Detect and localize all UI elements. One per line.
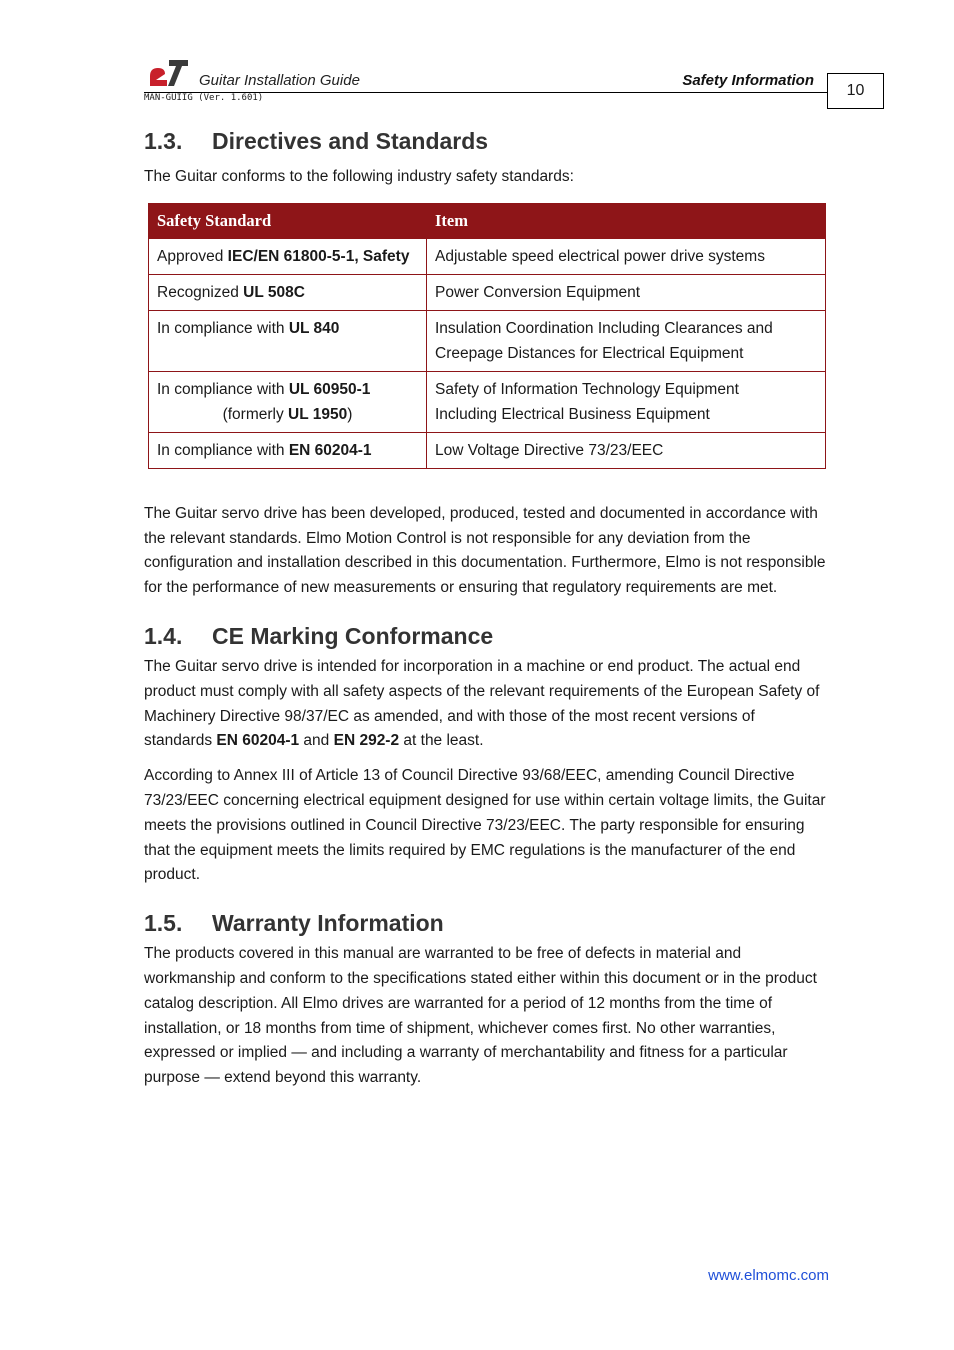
ce-paragraph-2: According to Annex III of Article 13 of Council Directive 93/68/EEC, amending Council Directive 73/23/EEC concerning electrical equipment designed for use within certain voltage limits, the Guitar meets the provisions outlined in Council Directive 73/23/EEC. The party responsible for ensuring that the equipment meets the limits required by EMC regulations is the manufacturer of the end product. [144, 767, 826, 884]
heading-warranty [144, 910, 827, 937]
table-header-item: Item [427, 203, 826, 238]
standard-prefix: In compliance with [157, 380, 289, 398]
item-text: Insulation Coordination Including Clearances and [435, 319, 773, 337]
safety-standards-table [148, 203, 826, 469]
ce-text: The Guitar servo drive is intended for incorporation in a machine or end product. The actual end product must comply with all safety aspects of the relevant requirements of the European Safety of Machinery Directive 98/37/EC as amended, and with those of the most recent versions of standards [144, 657, 820, 750]
standard-cell [149, 310, 427, 371]
item-cell [427, 371, 826, 432]
item-text-line2: Including Electrical Business Equipment [435, 405, 710, 423]
item-cell [427, 310, 826, 371]
item-text: Adjustable speed electrical power drive systems [435, 247, 765, 265]
standard-code: UL 508C [243, 283, 305, 301]
ce-standard-1: EN 60204-1 [216, 732, 300, 750]
heading-text: CE Marking Conformance [212, 622, 494, 649]
heading-text: Directives and Standards [212, 128, 489, 154]
warranty-paragraph: The products covered in this manual are warranted to be free of defects in material and workmanship and conform to the specifications stated either within this document or in the product catalog description. All Elmo drives are warranted for a period of 12 months from the time of installation, or 18 months from time of shipment, whichever comes first. No other warranties, expressed or implied — and including a warranty of merchantability and fitness for a particular purpose — extend beyond this warranty. [144, 945, 817, 1087]
page-number: 10 [827, 73, 884, 109]
header-section-title: Safety Information [682, 72, 814, 89]
heading-number: 1.3. [144, 128, 183, 154]
standard-formerly [157, 402, 418, 427]
standard-prefix: In compliance with [157, 441, 289, 459]
item-text: Power Conversion Equipment [435, 283, 641, 301]
item-text: Low Voltage Directive 73/23/EEC [435, 441, 664, 459]
document-title: Guitar Installation Guide [199, 72, 360, 89]
ce-text-and: and [299, 732, 334, 750]
table-header-safety-standard: Safety Standard [149, 203, 427, 238]
standard-code: UL 60950-1 [288, 380, 371, 398]
table-row [149, 238, 826, 274]
heading-ce-marking [144, 623, 827, 650]
table-row [149, 310, 826, 371]
item-text: Safety of Information Technology Equipment [435, 380, 739, 398]
ce-paragraph-1 [144, 655, 827, 754]
table-row [149, 371, 826, 432]
table-row [149, 274, 826, 310]
main-content [144, 128, 827, 1091]
standard-cell [149, 371, 427, 432]
ce-standard-2: EN 292-2 [333, 732, 400, 750]
heading-text: Warranty Information [212, 910, 444, 937]
table-header-row [149, 203, 826, 238]
table-row [149, 432, 826, 468]
heading-number: 1.5. [144, 910, 183, 937]
item-cell [427, 238, 826, 274]
standard-prefix: In compliance with [157, 319, 289, 337]
standard-cell [149, 274, 427, 310]
heading-directives-standards [144, 128, 827, 155]
standard-code: IEC/EN 61800-5-1, Safety [227, 247, 410, 265]
standards-intro: The Guitar conforms to the following industry safety standards: [144, 168, 574, 185]
item-text-line2: Creepage Distances for Electrical Equipment [435, 344, 744, 362]
ce-text-end: at the least. [399, 732, 484, 750]
standards-paragraph: The Guitar servo drive has been developed, produced, tested and documented in accordance with the relevant standards. Elmo Motion Control is not responsible for any deviation from the configuration and installation described in this documentation. Furthermore, Elmo is not responsible for the performance of new measurements or ensuring that regulatory requirements are met. [144, 504, 826, 597]
document-id: MAN-GUIIG (Ver. 1.601) [144, 93, 264, 103]
elmo-logo-icon [148, 58, 190, 88]
heading-number: 1.4. [144, 622, 183, 649]
item-cell [427, 432, 826, 468]
item-cell [427, 274, 826, 310]
standard-prefix: Approved [157, 247, 228, 265]
formerly-suffix: ) [347, 405, 353, 423]
website-link[interactable]: www.elmomc.com [708, 1267, 829, 1284]
formerly-prefix: (formerly [222, 405, 289, 423]
standard-code: EN 60204-1 [288, 441, 372, 459]
standard-cell [149, 432, 427, 468]
standard-code: UL 840 [288, 319, 340, 337]
standard-cell [149, 238, 427, 274]
standard-prefix: Recognized [157, 283, 244, 301]
formerly-code: UL 1950 [288, 405, 348, 423]
